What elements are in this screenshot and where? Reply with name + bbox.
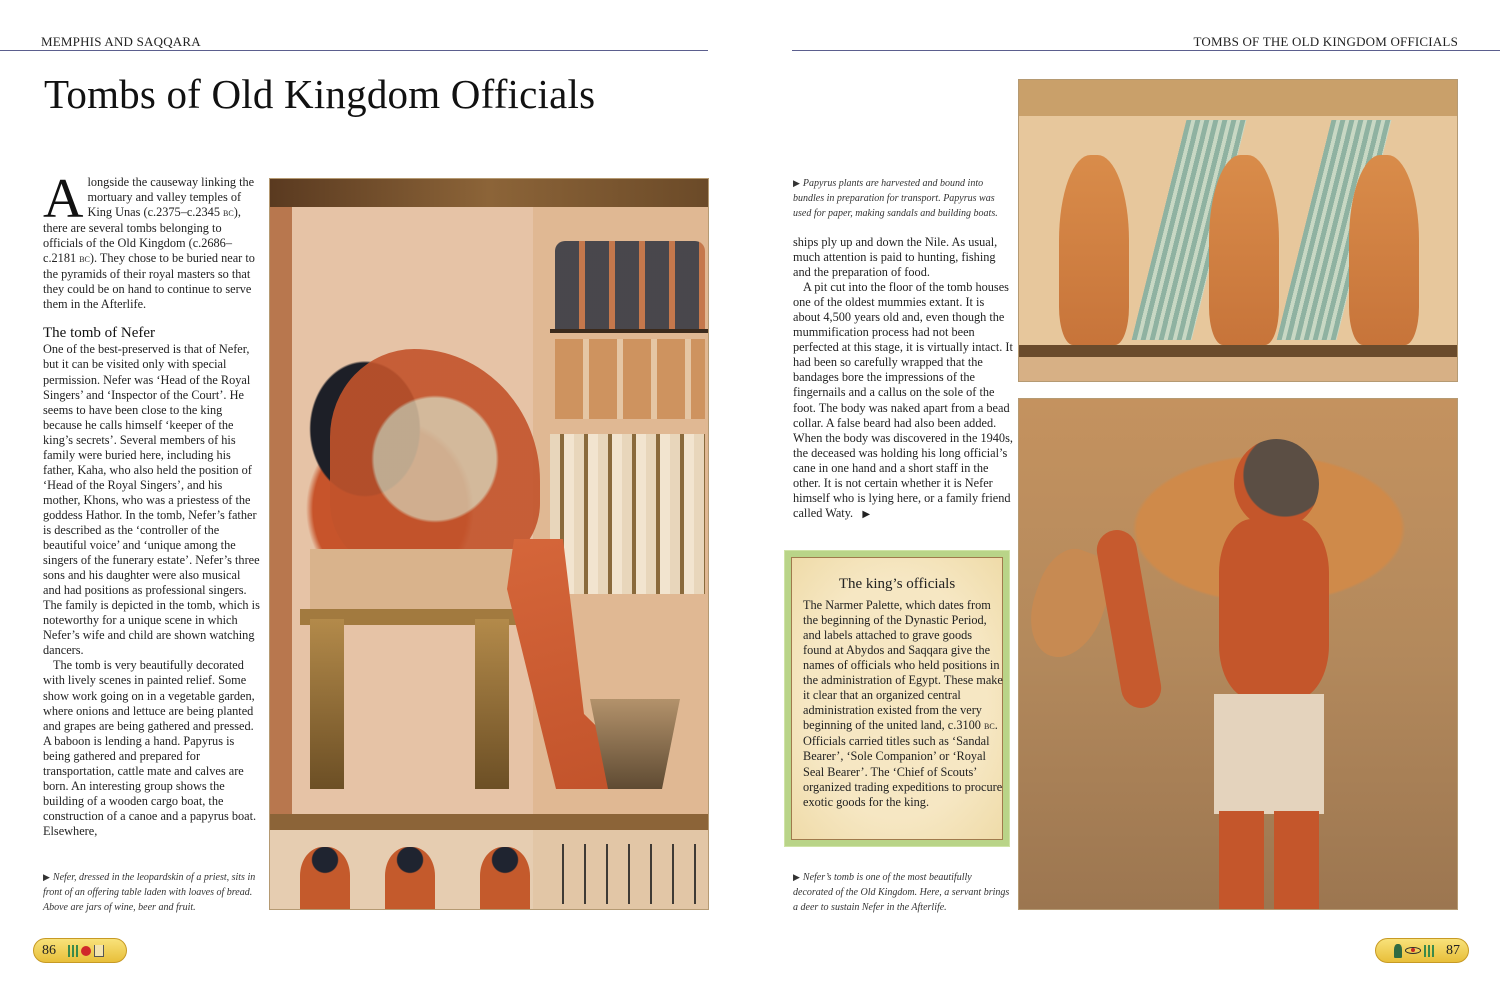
- sidebar-body: [803, 598, 1003, 810]
- sun-disk-icon: [81, 946, 91, 956]
- reeds-glyph-icon: [68, 945, 78, 957]
- hieroglyph-decoration: [64, 945, 108, 957]
- caption-pointer-icon: ▶: [793, 178, 800, 188]
- body-paragraph: The tomb is very beautifully decorated with lively scenes in painted relief. Some show work going on in a vegetable garden, where onions and lettuce are being planted and grapes are being gathered and pressed. A baboon is lending a hand. Papyrus is being gathered and prepared for transportation, cattle mate and calves are born. An interesting group shows the building of a wooden cargo boat, the construction of a canoe and a papyrus boat. Elsewhere,: [43, 658, 257, 838]
- photo-nefer-relief: [269, 178, 709, 910]
- body-paragraph: One of the best-preserved is that of Nefer, but it can be visited only with special permission. Nefer was ‘Head of the Royal Singers’ and ‘Inspector of the Court’. He seems to have been close to the king because he calls himself ‘keeper of the king’s secrets’. Several members of his family were buried here, including his father, Kaha, who also held the position of ‘Head of the Royal Singers’, and his mother, Khons, who was a priestess of the goddess Hathor. In the tomb, Nefer’s father is described as the ‘controller of the beautiful voice’ and ‘unique among the singers of the funerary estate’. Nefer’s three sons and his daughter were also musical and had positions as professional singers. The family is depicted in the tomb, which is noteworthy for a unique scene in which Nefer’s wife and child are shown watching dancers.: [43, 342, 260, 658]
- caption-text: Papyrus plants are harvested and bound into bundles in preparation for transport. Papyrus was used for paper, making sandals and building boats.: [793, 178, 998, 219]
- photo-detail: [1094, 527, 1165, 711]
- drop-cap: A: [43, 168, 84, 230]
- photo-detail: [1219, 811, 1264, 910]
- hieroglyph-decoration: [1390, 944, 1438, 958]
- photo-detail: [310, 619, 344, 789]
- eye-of-horus-icon: [1405, 947, 1421, 954]
- intro-paragraph: [43, 168, 261, 312]
- photo-detail: [550, 329, 709, 333]
- bc-abbrev: bc: [79, 253, 90, 266]
- body-paragraph: ships ply up and down the Nile. As usual, much attention is paid to hunting, fishing and the preparation of food.: [793, 235, 998, 280]
- photo-detail: [330, 349, 540, 569]
- bird-glyph-icon: [1394, 944, 1402, 958]
- bc-abbrev: bc: [223, 207, 234, 220]
- body-text: A pit cut into the floor of the tomb houses one of the oldest mummies extant. It is about 4,500 years old and, even though the mummification process had not been perfected at this stage, it is virtually intact. It had been so carefully wrapped that the bandages bore the impressions of the fingernails and a callus on the sole of the foot. The body was naked apart from a bead collar. A false beard had also been added. When the body was discovered in the 1940s, the deceased was holding his long official’s cane in one hand and a short staff in the other. It is not certain whether it is Nefer himself who is lying here, or a family friend called Waty.: [793, 280, 1013, 520]
- photo-deer-relief: [1018, 398, 1458, 910]
- page-number: 87: [1446, 942, 1460, 958]
- running-head-left: MEMPHIS AND SAQQARA: [41, 34, 201, 49]
- bc-abbrev: bc: [984, 720, 995, 733]
- photo-detail: [1214, 694, 1324, 814]
- photo-detail: [270, 179, 708, 207]
- photo-detail: [475, 619, 509, 789]
- sidebar-title: The king’s officials: [838, 576, 956, 592]
- intro-text-3: ). They chose to be buried near to the pyramids of their royal masters so that they could be on hand to continue to serve them in the Afterlife.: [43, 251, 255, 312]
- photo-detail: [1219, 519, 1329, 699]
- page-number: 86: [42, 942, 56, 958]
- sidebar-text-1: The Narmer Palette, which dates from the beginning of the Dynastic Period, and labels attached to grave goods found at Abydos and Saqqara give the names of officials who held positions in the administration of Egypt. These make it clear that an organized central administration existed from the very beginning of the united land, c.3100: [803, 598, 1003, 733]
- photo-papyrus-relief: [1018, 79, 1458, 382]
- subhead-tomb-of-nefer: The tomb of Nefer: [43, 325, 156, 342]
- header-rule-left: [0, 50, 708, 51]
- photo-detail: [385, 847, 435, 910]
- running-head-right: TOMBS OF THE OLD KINGDOM OFFICIALS: [1193, 34, 1458, 49]
- caption-text: Nefer’s tomb is one of the most beautifully decorated of the Old Kingdom. Here, a servant brings a deer to sustain Nefer in the Afterlife.: [793, 872, 1010, 913]
- caption-nefer: [43, 870, 261, 915]
- page-title: Tombs of Old Kingdom Officials: [44, 71, 596, 117]
- body-paragraph: [793, 280, 1013, 522]
- page-number-cartouche-left: [33, 938, 127, 963]
- continue-arrow-icon: ▶: [862, 508, 871, 520]
- photo-detail: [1349, 155, 1419, 345]
- sidebar-text-2: . Officials carried titles such as ‘Sandal Bearer’, ‘Sole Companion’ or ‘Royal Seal Bearer’. The ‘Chief of Scouts’ organized trading expeditions to procure exotic goods for the king.: [803, 718, 1003, 809]
- photo-detail: [270, 814, 708, 830]
- caption-pointer-icon: ▶: [43, 872, 50, 882]
- page-number-cartouche-right: [1375, 938, 1469, 963]
- header-rule-right: [792, 50, 1500, 51]
- photo-detail: [555, 339, 705, 419]
- intro-text-1: longside the causeway linking the mortuary and valley temples of King Unas (c.2375–c.2345: [87, 175, 255, 220]
- photo-detail: [480, 847, 530, 910]
- photo-detail: [550, 434, 705, 594]
- caption-text: Nefer, dressed in the leopardskin of a priest, sits in front of an offering table laden with loaves of bread. Above are jars of wine, beer and fruit.: [43, 872, 256, 913]
- intro-text-2: ), there are several tombs belonging to officials of the Old Kingdom (c.2686–c.2181: [43, 205, 241, 266]
- photo-detail: [555, 241, 705, 331]
- sidebar-kings-officials: [785, 551, 1009, 846]
- photo-detail: [550, 844, 705, 904]
- right-text-column: [793, 235, 1013, 522]
- photo-detail: [1234, 439, 1319, 529]
- left-text-column: [43, 168, 261, 839]
- photo-detail: [1209, 155, 1279, 345]
- reeds-glyph-icon: [1424, 945, 1434, 957]
- house-glyph-icon: [94, 945, 104, 957]
- caption-deer: [793, 870, 1013, 915]
- caption-papyrus: [793, 176, 1013, 221]
- caption-pointer-icon: ▶: [793, 872, 800, 882]
- photo-detail: [1274, 811, 1319, 910]
- photo-detail: [300, 847, 350, 910]
- photo-detail: [1059, 155, 1129, 345]
